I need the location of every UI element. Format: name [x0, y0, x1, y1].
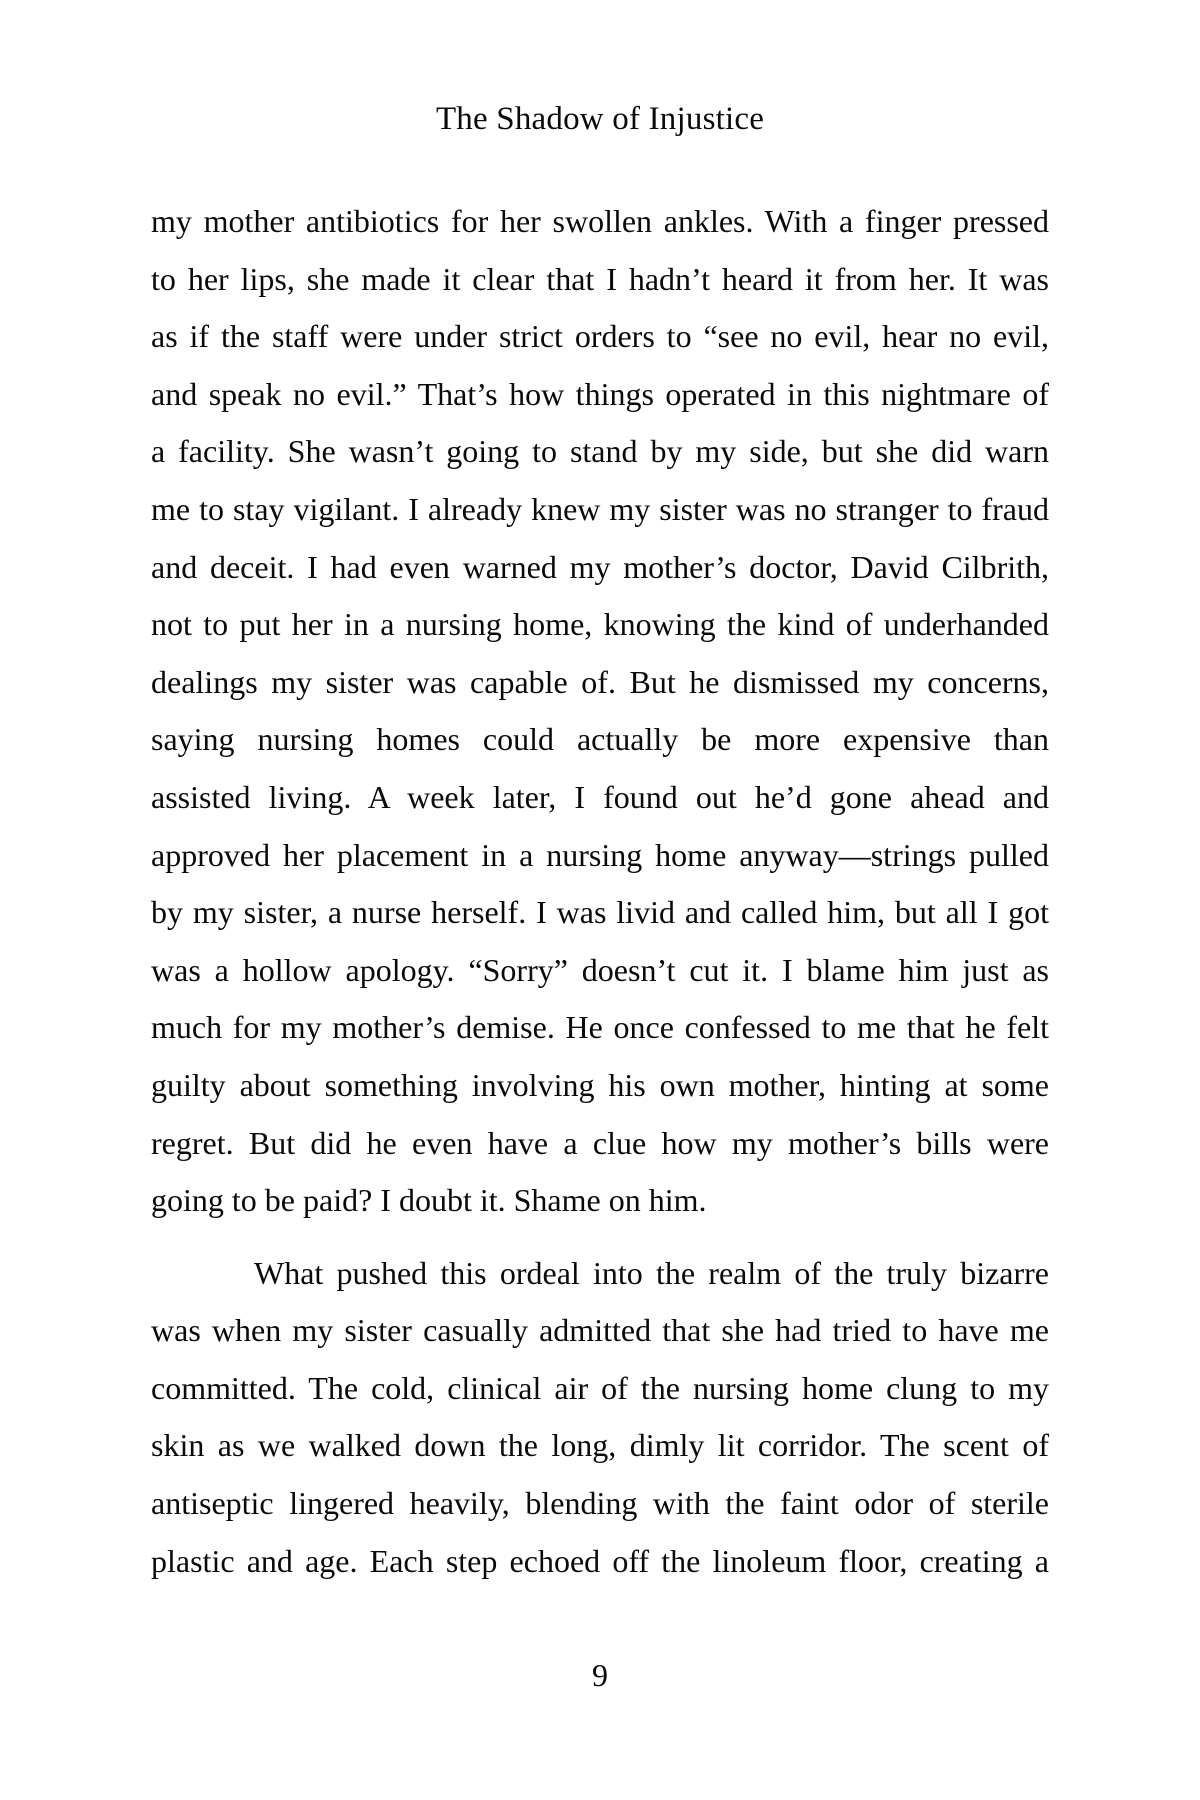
text-line: committed. The cold, clinical air of the nursing home clung to my [151, 1369, 1049, 1406]
text-line: What pushed this ordeal into the realm of the truly bizarre [254, 1254, 1049, 1291]
text-line: was when my sister casually admitted that she had tried to have me [151, 1312, 1049, 1349]
text-line: regret. But did he even have a clue how my mother’s bills were [151, 1124, 1049, 1161]
text-line: my mother antibiotics for her swollen ankles. With a finger pressed [151, 203, 1049, 239]
page-title: The Shadow of Injustice [435, 101, 765, 137]
text-line: by my sister, a nurse herself. I was livid and called him, but all I got [151, 894, 1049, 931]
text-line: antiseptic lingered heavily, blending with the faint odor of sterile [151, 1485, 1049, 1522]
paragraph [151, 193, 1049, 1230]
paragraph [151, 1245, 1049, 1591]
text-line: going to be paid? I doubt it. Shame on him. [151, 1182, 707, 1219]
text-line: plastic and age. Each step echoed off the linoleum floor, creating a [151, 1542, 1049, 1579]
text-line: me to stay vigilant. I already knew my sister was no stranger to fraud [151, 490, 1049, 527]
text-line: and speak no evil.” That’s how things operated in this nightmare of [151, 375, 1049, 412]
text-line: guilty about something involving his own mother, hinting at some [151, 1066, 1049, 1103]
text-line: saying nursing homes could actually be more expensive than [151, 721, 1049, 758]
body-text [151, 193, 1049, 1590]
text-line: much for my mother’s demise. He once confessed to me that he felt [151, 1009, 1049, 1046]
text-line: and deceit. I had even warned my mother’s doctor, David Cilbrith, [151, 548, 1049, 585]
text-line: dealings my sister was capable of. But he dismissed my concerns, [151, 663, 1049, 700]
text-line: approved her placement in a nursing home anyway—strings pulled [151, 836, 1049, 873]
text-line: skin as we walked down the long, dimly lit corridor. The scent of [151, 1427, 1049, 1464]
text-line: a facility. She wasn’t going to stand by my side, but she did warn [151, 433, 1049, 470]
text-line: assisted living. A week later, I found out he’d gone ahead and [151, 778, 1049, 815]
text-line: not to put her in a nursing home, knowing the kind of underhanded [151, 606, 1049, 643]
text-line: to her lips, she made it clear that I hadn’t heard it from her. It was [151, 260, 1049, 297]
text-line: as if the staff were under strict orders to “see no evil, hear no evil, [151, 318, 1049, 355]
page-number: 9 [592, 1657, 608, 1693]
text-line: was a hollow apology. “Sorry” doesn’t cut it. I blame him just as [151, 951, 1049, 988]
